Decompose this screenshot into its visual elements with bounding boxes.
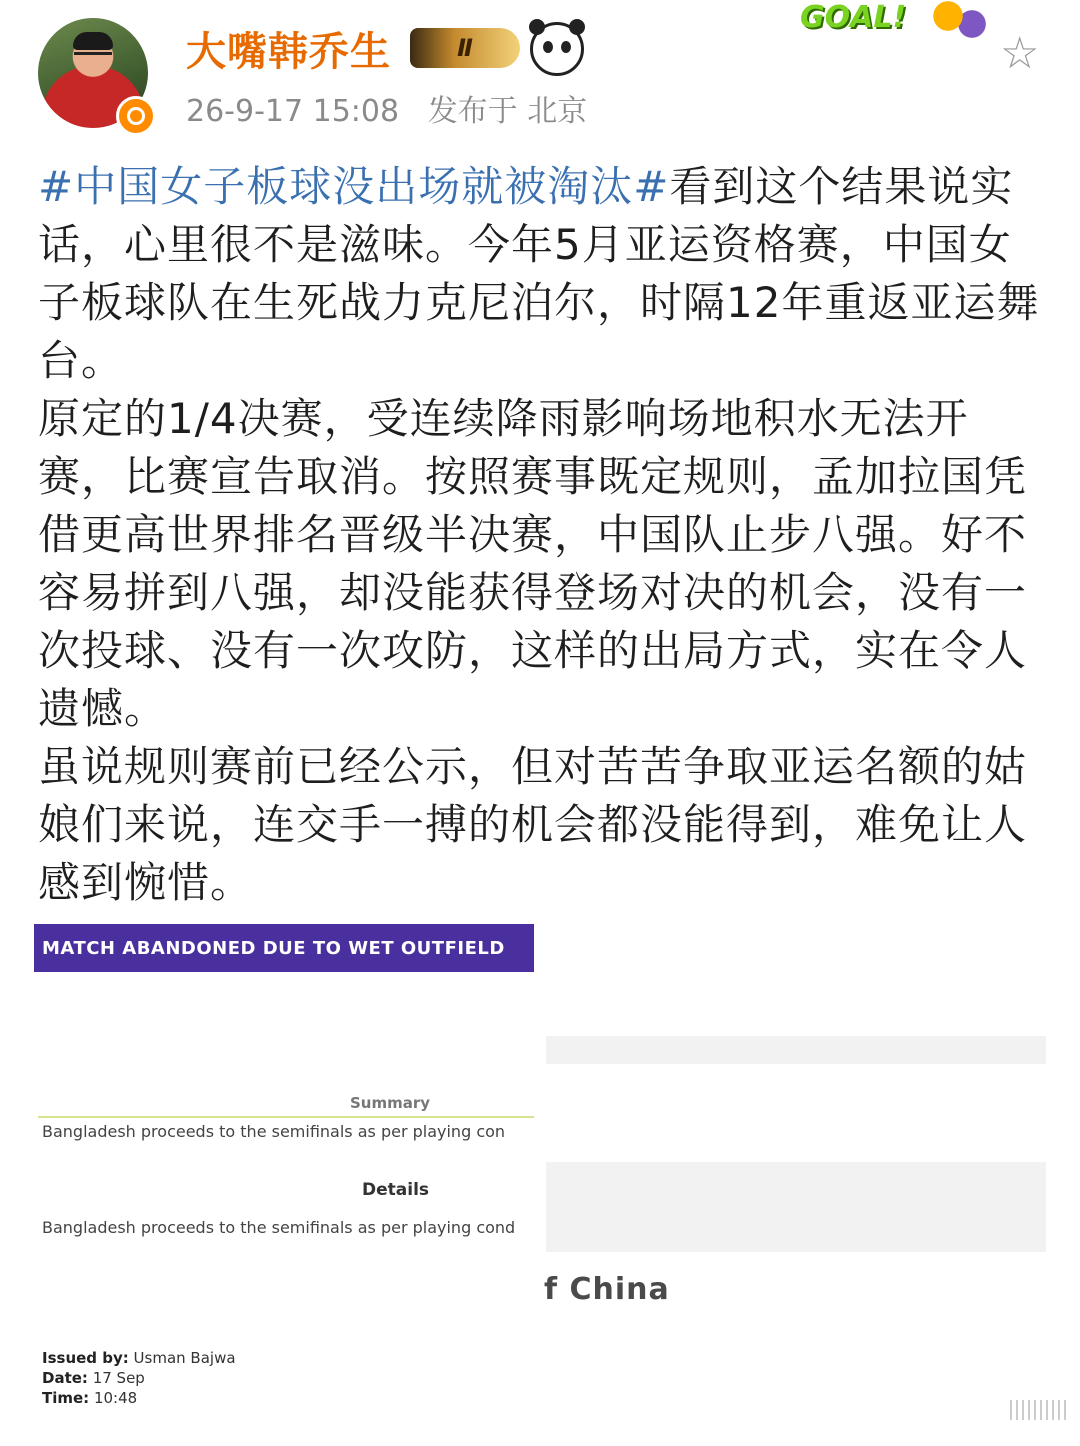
issued-by-value: Usman Bajwa bbox=[133, 1349, 236, 1367]
panda-eye-right bbox=[561, 41, 571, 53]
paragraph-3: 虽说规则赛前已经公示，但对苦苦争取亚运名额的姑娘们来说，连交手一搏的机会都没能得到，难免让人感到惋惜。 bbox=[38, 742, 1028, 907]
time-label: Time: bbox=[42, 1389, 90, 1407]
gray-band-top bbox=[546, 1036, 1046, 1064]
gray-band-mid bbox=[546, 1162, 1046, 1252]
attached-image[interactable] bbox=[34, 922, 1048, 1432]
username[interactable]: 大嘴韩乔生 bbox=[186, 29, 391, 75]
post-header bbox=[0, 0, 1080, 150]
issued-by-label: Issued by: bbox=[42, 1349, 129, 1367]
details-text: Bangladesh proceeds to the semifinals as per playing cond bbox=[42, 1218, 516, 1237]
match-banner: MATCH ABANDONED DUE TO WET OUTFIELD bbox=[34, 924, 534, 972]
goal-badge[interactable]: GOAL! bbox=[800, 0, 907, 35]
date-value: 17 Sep bbox=[92, 1369, 145, 1387]
vip-level: Ⅱ bbox=[457, 34, 473, 62]
post-location: 发布于 北京 bbox=[427, 94, 588, 129]
star-icon[interactable]: ☆ bbox=[1000, 28, 1040, 79]
paragraph-1 bbox=[38, 158, 1048, 390]
issued-block bbox=[42, 1348, 236, 1408]
summary-divider bbox=[38, 1116, 534, 1118]
scroll-indicator bbox=[1010, 1400, 1070, 1420]
paragraph-1-text: 看到这个结果说实话，心里很不是滋味。今年5月亚运资格赛，中国女子板球队在生死战力克尼泊尔，时隔12年重返亚运舞台。 bbox=[38, 162, 1040, 385]
panda-icon[interactable] bbox=[530, 22, 584, 76]
verified-icon bbox=[116, 96, 156, 136]
vip-badge[interactable] bbox=[410, 28, 520, 68]
trophy-icon bbox=[930, 0, 990, 40]
summary-label: Summary bbox=[350, 1094, 431, 1112]
avatar-hair bbox=[73, 32, 113, 50]
post-meta bbox=[186, 86, 587, 130]
time-value: 10:48 bbox=[93, 1389, 138, 1407]
panda-eye-left bbox=[543, 41, 553, 53]
post-body bbox=[38, 158, 1048, 912]
hashtag-link[interactable]: #中国女子板球没出场就被淘汰# bbox=[38, 162, 670, 211]
china-text: f China bbox=[544, 1272, 670, 1307]
details-label: Details bbox=[362, 1180, 430, 1200]
paragraph-2: 原定的1/4决赛，受连续降雨影响场地积水无法开赛，比赛宣告取消。按照赛事既定规则，孟加拉国凭借更高世界排名晋级半决赛，中国队止步八强。好不容易拼到八强，却没能获得登场对决的机会，没有一次投球、没有一次攻防，这样的出局方式，实在令人遗憾。 bbox=[38, 394, 1028, 733]
date-label: Date: bbox=[42, 1369, 88, 1387]
avatar-glasses bbox=[74, 52, 112, 63]
post-timestamp: 26-9-17 15:08 bbox=[186, 94, 400, 129]
summary-text: Bangladesh proceeds to the semifinals as per playing con bbox=[42, 1122, 506, 1141]
